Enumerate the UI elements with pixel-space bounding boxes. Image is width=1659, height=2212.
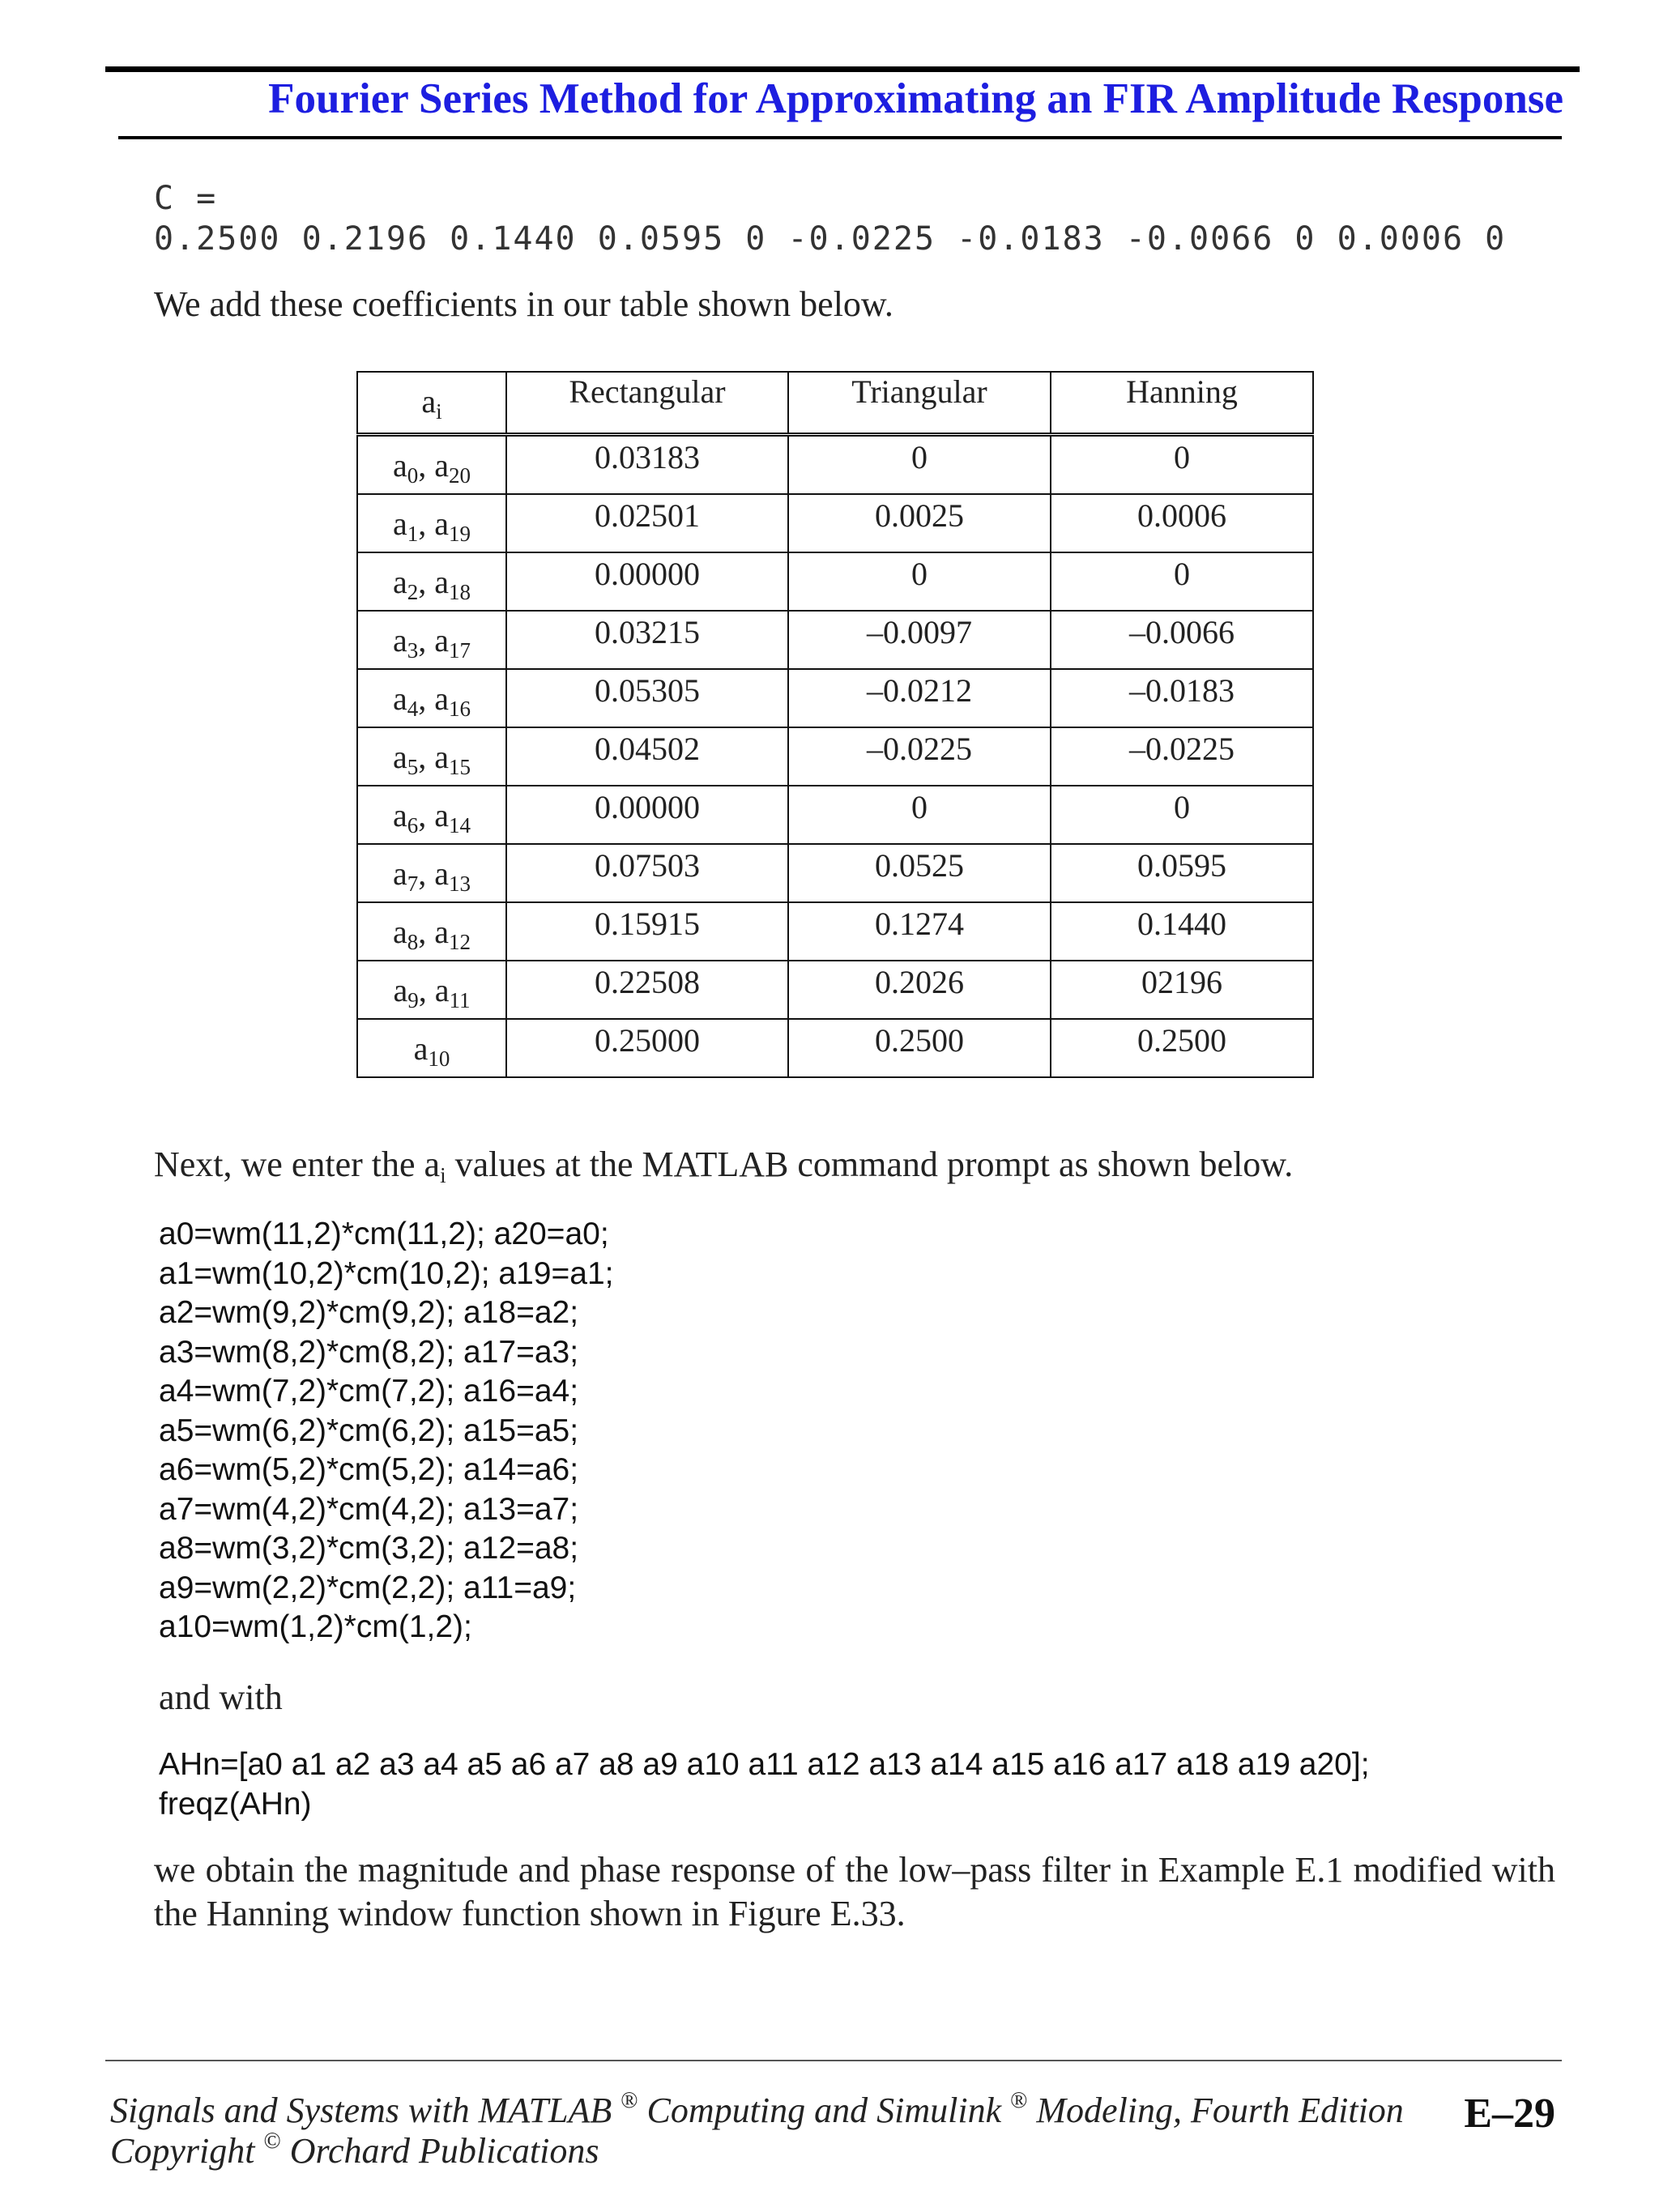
table-header-row bbox=[357, 372, 1313, 435]
triangular-value-cell: 0.0025 bbox=[788, 494, 1051, 552]
table-row bbox=[357, 611, 1313, 669]
table-row bbox=[357, 902, 1313, 961]
header-cell-triangular: Triangular bbox=[788, 372, 1051, 435]
hanning-value-cell: –0.0066 bbox=[1051, 611, 1313, 669]
triangular-value-cell: –0.0097 bbox=[788, 611, 1051, 669]
and-with-text: and with bbox=[159, 1677, 283, 1717]
coefficient-label-cell: $a_2$, $a_{18}$ bbox=[357, 552, 506, 611]
page-header-title: Fourier Series Method for Approximating an FIR Amplitude Response bbox=[268, 75, 1563, 122]
triangular-value-cell: 0.2026 bbox=[788, 961, 1051, 1019]
triangular-value-cell: 0.2500 bbox=[788, 1019, 1051, 1077]
rectangular-value-cell: 0.00000 bbox=[506, 786, 788, 844]
footer-rule bbox=[105, 2060, 1562, 2061]
hanning-value-cell: –0.0225 bbox=[1051, 727, 1313, 786]
rectangular-value-cell: 0.04502 bbox=[506, 727, 788, 786]
table-row bbox=[357, 786, 1313, 844]
rectangular-value-cell: 0.22508 bbox=[506, 961, 788, 1019]
code-line: a2=wm(9,2)*cm(9,2); a18=a2; bbox=[159, 1295, 579, 1330]
table-row bbox=[357, 494, 1313, 552]
triangular-value-cell: 0 bbox=[788, 435, 1051, 495]
rectangular-value-cell: 0.15915 bbox=[506, 902, 788, 961]
coefficient-label-cell: $a_3$, $a_{17}$ bbox=[357, 611, 506, 669]
header-rule-bottom bbox=[118, 136, 1562, 139]
closing-paragraph: we obtain the magnitude and phase response of the low–pass filter in Example E.1 modified with the Hanning window function shown in Figure E.33. bbox=[154, 1850, 1555, 1933]
code-line: freqz(AHn) bbox=[159, 1786, 312, 1822]
table-row bbox=[357, 552, 1313, 611]
rectangular-value-cell: 0.02501 bbox=[506, 494, 788, 552]
coefficient-label-cell: $a_5$, $a_{15}$ bbox=[357, 727, 506, 786]
coefficient-label-cell: $a_1$, $a_{19}$ bbox=[357, 494, 506, 552]
code-block-assignments bbox=[159, 1215, 613, 1647]
coefficient-label-cell: $a_6$, $a_{14}$ bbox=[357, 786, 506, 844]
next-text: Next, we enter the $a_i$ values at the MATLAB command prompt as shown below. bbox=[154, 1144, 1294, 1187]
coefficient-label-cell: $a_8$, $a_{12}$ bbox=[357, 902, 506, 961]
copyright-symbol: © bbox=[263, 2129, 281, 2154]
coefficient-label-cell: $a_{10}$ bbox=[357, 1019, 506, 1077]
coefficient-label-cell: $a_7$, $a_{13}$ bbox=[357, 844, 506, 902]
code-line: a7=wm(4,2)*cm(4,2); a13=a7; bbox=[159, 1491, 579, 1527]
hanning-value-cell: –0.0183 bbox=[1051, 669, 1313, 727]
header-rule-top bbox=[105, 66, 1580, 72]
rectangular-value-cell: 0.05305 bbox=[506, 669, 788, 727]
triangular-value-cell: 0.0525 bbox=[788, 844, 1051, 902]
rectangular-value-cell: 0.07503 bbox=[506, 844, 788, 902]
hanning-value-cell: 02196 bbox=[1051, 961, 1313, 1019]
hanning-value-cell: 0.1440 bbox=[1051, 902, 1313, 961]
coefficient-table bbox=[356, 371, 1314, 1078]
triangular-value-cell: 0.1274 bbox=[788, 902, 1051, 961]
triangular-value-cell: –0.0212 bbox=[788, 669, 1051, 727]
hanning-value-cell: 0 bbox=[1051, 435, 1313, 495]
code-line: a6=wm(5,2)*cm(5,2); a14=a6; bbox=[159, 1452, 579, 1487]
table-row bbox=[357, 727, 1313, 786]
output-values-line: 0.2500 0.2196 0.1440 0.0595 0 -0.0225 -0.0183 -0.0066 0 0.0006 0 bbox=[154, 220, 1507, 258]
code-line: a4=wm(7,2)*cm(7,2); a16=a4; bbox=[159, 1374, 579, 1409]
code-line: a0=wm(11,2)*cm(11,2); a20=a0; bbox=[159, 1217, 609, 1251]
table-row bbox=[357, 435, 1313, 495]
hanning-value-cell: 0.0595 bbox=[1051, 844, 1313, 902]
intro-text: We add these coefficients in our table shown below. bbox=[154, 284, 893, 324]
coefficient-label-cell: $a_9$, $a_{11}$ bbox=[357, 961, 506, 1019]
table-row bbox=[357, 1019, 1313, 1077]
triangular-value-cell: 0 bbox=[788, 552, 1051, 611]
table-row bbox=[357, 844, 1313, 902]
header-cell-rectangular: Rectangular bbox=[506, 372, 788, 435]
header-cell-symbol: $a_i$ bbox=[357, 372, 506, 435]
hanning-value-cell: 0.0006 bbox=[1051, 494, 1313, 552]
rectangular-value-cell: 0.03183 bbox=[506, 435, 788, 495]
hanning-value-cell: 0 bbox=[1051, 552, 1313, 611]
code-line: a9=wm(2,2)*cm(2,2); a11=a9; bbox=[159, 1570, 577, 1605]
triangular-value-cell: 0 bbox=[788, 786, 1051, 844]
table-body bbox=[357, 435, 1313, 1078]
code-line: AHn=[a0 a1 a2 a3 a4 a5 a6 a7 a8 a9 a10 a11 a12 a13 a14 a15 a16 a17 a18 a19 a20]; bbox=[159, 1747, 1370, 1782]
coefficient-label-cell: $a_4$, $a_{16}$ bbox=[357, 669, 506, 727]
header-cell-hanning: Hanning bbox=[1051, 372, 1313, 435]
code-line: a10=wm(1,2)*cm(1,2); bbox=[159, 1609, 472, 1644]
triangular-value-cell: –0.0225 bbox=[788, 727, 1051, 786]
footer-copyright: Copyright © Orchard Publications bbox=[110, 2129, 599, 2171]
page-number: E–29 bbox=[1464, 2091, 1555, 2137]
code-line: a3=wm(8,2)*cm(8,2); a17=a3; bbox=[159, 1334, 579, 1370]
table-row bbox=[357, 669, 1313, 727]
footer-book-title: Signals and Systems with MATLAB ® Computing and Simulink ® Modeling, Fourth Edition bbox=[110, 2088, 1404, 2130]
code-block-freqz bbox=[159, 1745, 1370, 1824]
rectangular-value-cell: 0.00000 bbox=[506, 552, 788, 611]
code-line: a8=wm(3,2)*cm(3,2); a12=a8; bbox=[159, 1531, 579, 1566]
code-line: a1=wm(10,2)*cm(10,2); a19=a1; bbox=[159, 1255, 614, 1291]
code-line: a5=wm(6,2)*cm(6,2); a15=a5; bbox=[159, 1413, 579, 1448]
output-variable-line: C = bbox=[154, 180, 218, 217]
coefficient-label-cell: $a_0$, $a_{20}$ bbox=[357, 435, 506, 495]
rectangular-value-cell: 0.03215 bbox=[506, 611, 788, 669]
table-row bbox=[357, 961, 1313, 1019]
rectangular-value-cell: 0.25000 bbox=[506, 1019, 788, 1077]
hanning-value-cell: 0.2500 bbox=[1051, 1019, 1313, 1077]
hanning-value-cell: 0 bbox=[1051, 786, 1313, 844]
